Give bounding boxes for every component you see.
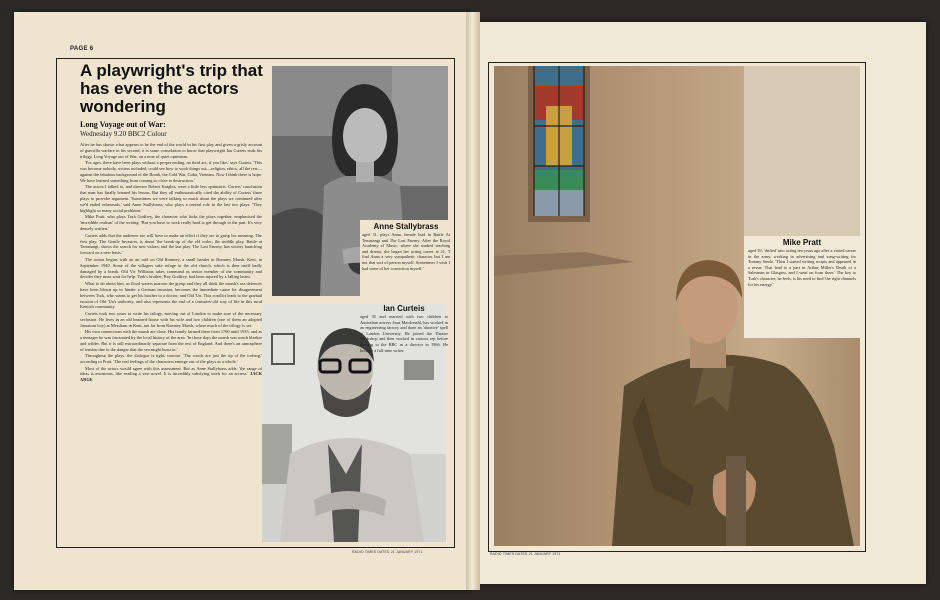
magazine-spine [466,12,480,590]
issue-date-credit-left: RADIO TIMES DATED 21 JANUARY 1971 [352,550,423,554]
article-paragraph: What to do about him, as flood waters maroon the group and they all think the marsh's sea defences have been blown up to hinder a German invasion, becomes the immediate cause for disagreement between Turk, who wants to get his brother to a doctor, and Old 'Un. This conflict leads to the gradual erosion of Old 'Un's authority, and also represents the end of a centuries-old way of life in this rural Kentish community. [80,280,262,310]
anne-stallybrass-caption [362,222,450,271]
article-paragraph: His own connections with the marsh are close. His family farmed there from 1760 until 1935, and as a teenager he was fascinated by the local history of the area. 'In those days the marsh was much bleaker and wilder. But it is still extraordinarily separate from the rest of England. And there's an atmosphere of tension due to the danger that the sea might burst in.' [80,329,262,352]
article-paragraph: Curteis took two years to write his trilogy, moving out of London to make sure of the necessary seclusion. He lives in an old beamed house with his wife and two children (one of them an adopted Jamaican boy) at Mersham in Kent, not far from Romney Marsh, where much of the trilogy is set. [80,310,262,328]
caption-name: Ian Curteis [383,304,425,313]
article-paragraph: After he has shown what appears to be the end of the world in his first play and given a grisly account of guerrilla warfare in his second, it is some consolation to know that playwright Ian Curteis ends his trilogy, Long Voyage out of War, on a note of quiet optimism. [80,142,262,159]
programme-schedule: Wednesday 9.20 BBC2 Colour [80,130,167,138]
programme-title: Long Voyage out of War: [80,120,166,129]
article-paragraph: Curteis adds that the audience too will have to make an effort if they are to grasp his meaning. The first play, The Gentle Invasion, is about 'the break-up of the old order; the middle play, Battle at Tematangi, shows the search for new values; and the last play, The Last Enemy, has society launching forward on a new basis.' [80,232,262,256]
caption-text: aged 39, 'drifted' into acting ten years ago after a varied career in the army, working in advertising and song-writing for Tommy Steele. 'Then I started writing scripts and appeared in a revue. That lead to a part in Arthur Miller's Death of a Salesman in Glasgow, and I went on from there.' The key to Turk's character, he feels, is his need to find 'the right channels for his energy.' [748,248,856,287]
caption-name: Mike Pratt [782,238,822,247]
ian-curteis-caption [360,304,448,353]
article-paragraph-text: Most of the actors would agree with this assessment. But as Anne Stallybrass adds, 'the range of ideas is enormous, like reading a vast novel. It is incredibly satisfying work for an actress.' [80,365,262,377]
article-byline: JACK ANGE [80,371,262,383]
caption-text: aged 35 and married with two children to Australian actress Joan Macdonald, has worked in an engineering factory and done an 'abortive' spell at London University. He joined the Theatre Workshop and then worked in various rep before moving to the BBC as a director in 1966. He became a full-time writer. [360,314,448,353]
article-paragraph: Mike Pratt, who plays Turk Godfrey, the character who links the plays together, emphasised the 'incredible realism' of the writing. 'But you have to work really hard to get through to the part. It's very densely written.' [80,214,262,232]
issue-date-credit-right: RADIO TIMES DATED 21 JANUARY 1971 [490,552,561,556]
article-paragraph: The action begins with an air raid on Old Romney, a small hamlet in Romney Marsh, Kent, in September 1940. Some of the villagers take refuge in the old church, which is then itself badly damaged by a bomb. Old Vic Williams takes command as senior member of the community and decides they must wait for help. Turk's brother, Roy Godfrey, had been injured by a falling beam. [80,256,262,280]
page-number-label: PAGE 6 [70,46,94,52]
article-paragraph: Throughout the plays, the dialogue is tight, concise. 'The words are just the tip of the iceberg,' according to Pratt. 'The real feelings of the characters emerge out of the plays as a whole.' [80,353,262,365]
caption-name: Anne Stallybrass [373,222,439,231]
article-headline: A playwright's trip that has even the actors wondering [80,61,263,116]
article-paragraph: The actors I talked to, and director Robert Knights, were a little less optimistic. Curteis' conclusion that man has finally learned his lesson. But they all enthusiastically cited the ability of Curteis' three plays to provoke argument. 'Sometimes we were talking so much about the plays we continued after we'd ended rehearsals,' said Anne Stallybrass, who plays a central role in the last two plays. 'They highlight so many social problems.' [80,184,262,213]
article-body [80,142,262,542]
mike-pratt-caption [748,238,856,287]
caption-text: aged 31, plays Anna, female lead in Battle At Tematangi and The Last Enemy. After the Royal Academy of Music, where she studied teaching and drama, she began her acting career at 21. 'I find Anna a very sympathetic character but I am not that sort of person myself. Sometimes I wish I had some of her conviction myself.' [362,232,450,271]
article-paragraph [80,366,262,384]
article-paragraph: 'For ages, there have been plays without a proper ending, no third act, if you like,' says Curteis. 'This was become nobody, writers included, could see how to work things out—religion, ethics, all the rest—against the fabulous background of the Bomb, the Cold War, Cuba, Vietnam. Now I think there is hope. We have learned something from coming so close to destruction.' [80,160,262,183]
